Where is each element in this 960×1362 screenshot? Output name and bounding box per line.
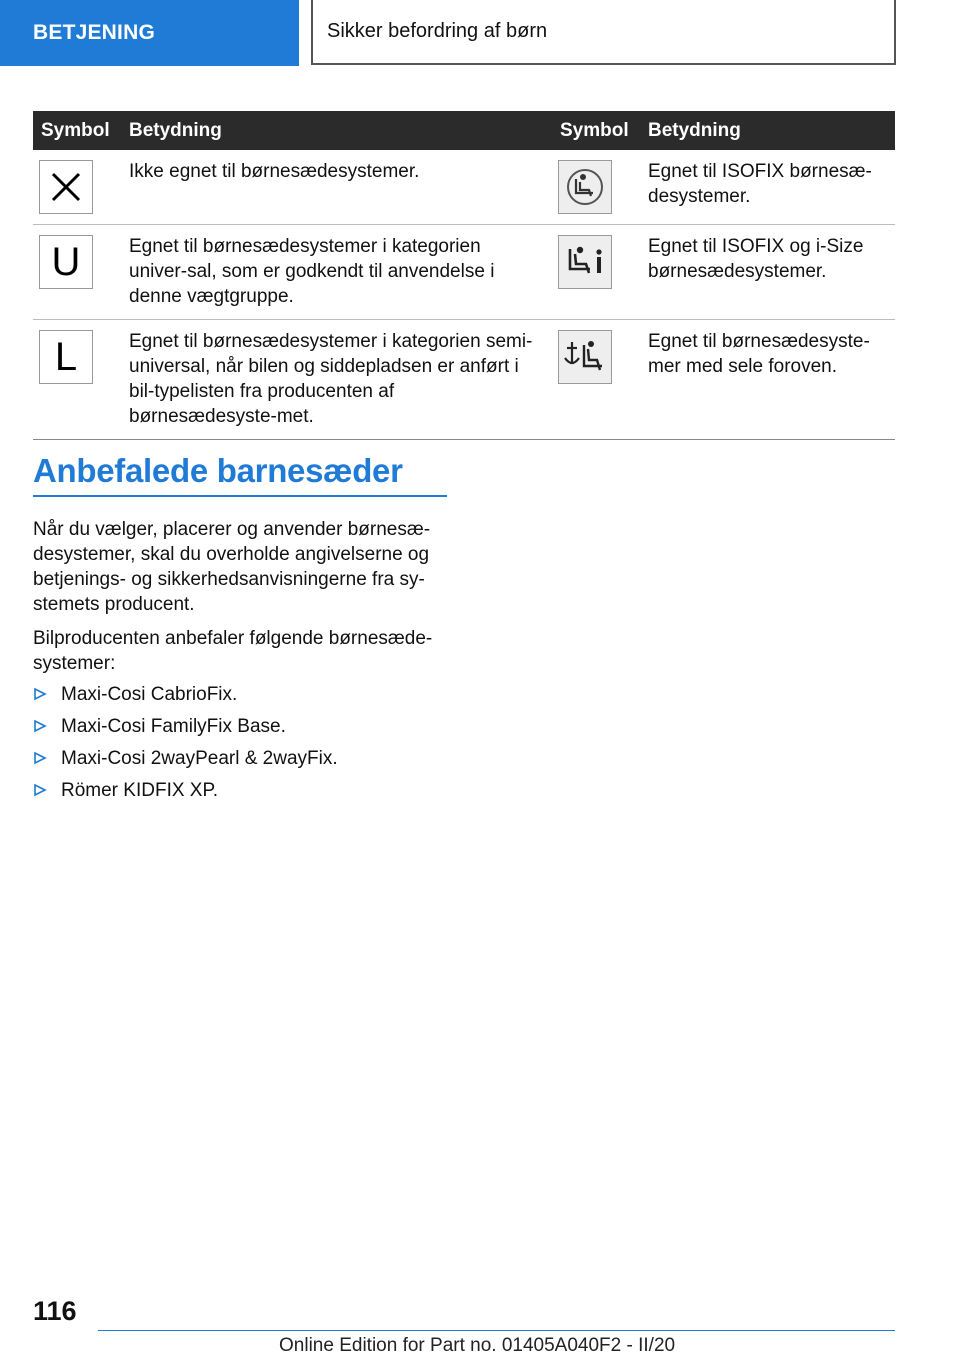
triangle-bullet-icon [33,719,47,733]
table-row [33,150,895,225]
table-cell-meaning: Egnet til børnesædesystemer i kategorien univer-sal, som er godkendt til anvendelse i denne vægtgruppe. [121,225,552,320]
table-row [33,225,895,320]
page-number: 116 [33,1296,77,1326]
list-item: Maxi-Cosi 2wayPearl & 2wayFix. [33,746,453,771]
table-header-meaning: Betydning [121,111,552,150]
triangle-bullet-icon [33,751,47,765]
recommendation-paragraph: Bilproducenten anbefaler følgende børnesæde-systemer: [33,628,433,674]
letter-l-icon: L [39,330,93,384]
chapter-tab [0,0,299,66]
table-header-meaning: Betydning [640,111,895,150]
isofix-isize-seat-icon [558,235,612,289]
symbol-table [33,111,895,440]
section-title: Anbefalede barnesæder [33,452,403,489]
top-tether-anchor-seat-icon [558,330,612,384]
section-label: Sikker befordring af børn [327,20,548,42]
footer-edition: Online Edition for Part no. 01405A040F2 - II/20 [279,1335,676,1356]
chapter-label: BETJENING [33,21,155,44]
footer-rule [98,1330,895,1331]
list-item: Römer KIDFIX XP. [33,778,453,803]
table-cell-meaning: Egnet til ISOFIX børnesæ-desystemer. [640,150,895,225]
list-item: Maxi-Cosi FamilyFix Base. [33,714,453,739]
section-title-rule [33,495,447,497]
table-row [33,320,895,440]
isofix-seat-icon [558,160,612,214]
table-cell-meaning: Egnet til børnesædesyste-mer med sele foroven. [640,320,895,440]
triangle-bullet-icon [33,687,47,701]
table-header-symbol: Symbol [33,111,121,150]
triangle-bullet-icon [33,783,47,797]
table-header-row [33,111,895,150]
letter-u-icon: U [39,235,93,289]
table-cell-meaning: Egnet til børnesædesystemer i kategorien semi-universal, når bilen og siddepladsen er anført i bil-typelisten fra producenten af børnesædesyste-met. [121,320,552,440]
section-header [311,0,896,65]
recommended-seat-list [33,682,453,810]
cross-icon [39,160,93,214]
table-cell-meaning: Egnet til ISOFIX og i-Size børnesædesystemer. [640,225,895,320]
table-cell-meaning: Ikke egnet til børnesædesystemer. [121,150,552,225]
table-header-symbol: Symbol [552,111,640,150]
intro-paragraph: Når du vælger, placerer og anvender børnesæ-desystemer, skal du overholde angivelserne og betjenings- og sikkerhedsanvisningerne fra sy-stemets producent. [33,519,431,615]
list-item: Maxi-Cosi CabrioFix. [33,682,453,707]
